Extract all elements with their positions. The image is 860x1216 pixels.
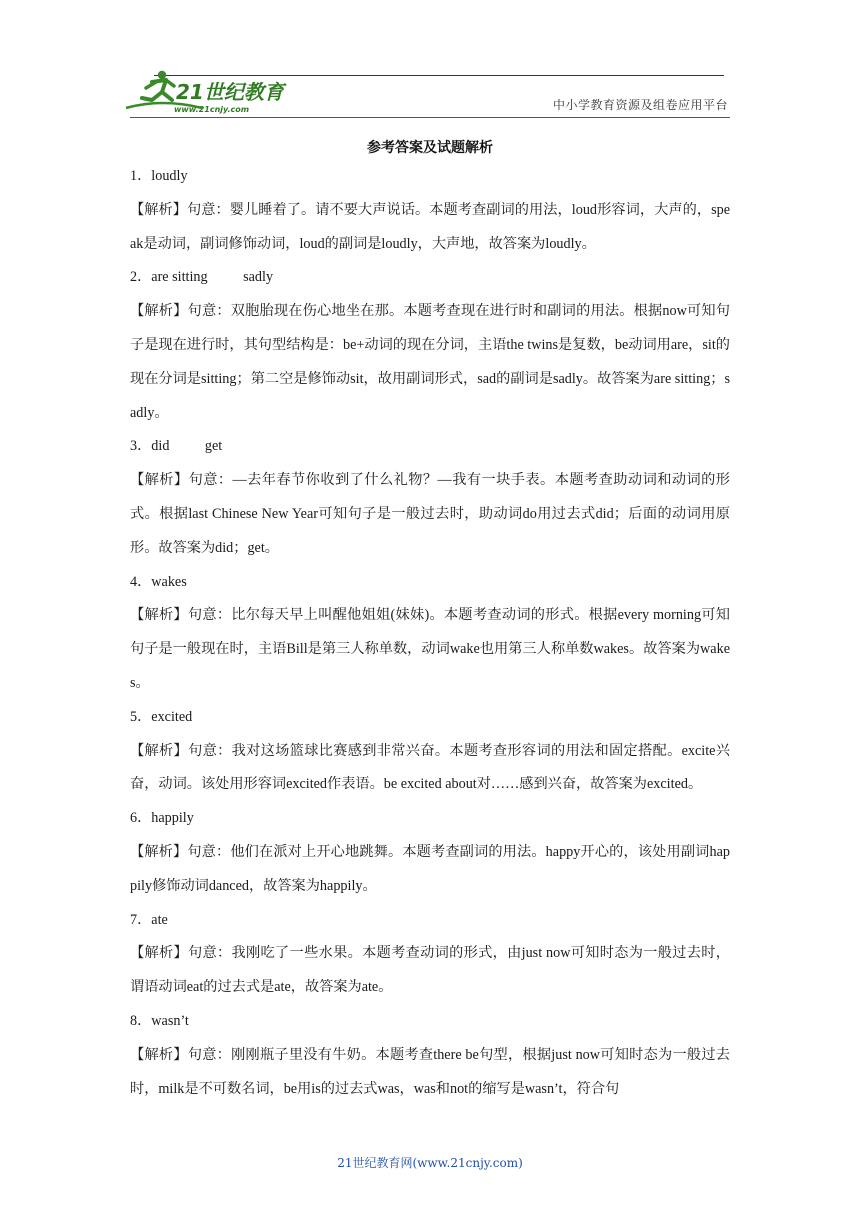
answer-line: 3．did get: [130, 438, 223, 455]
header-rule-bottom: [130, 117, 730, 118]
answer-line: 1．loudly: [130, 168, 188, 184]
brand-logo: [122, 68, 292, 116]
answer-line: 5．excited: [130, 708, 193, 725]
answer-item: [130, 261, 730, 430]
answer-line: 2．are sitting sadly: [130, 269, 274, 286]
answer-item: [130, 160, 730, 261]
analysis-paragraph: 【解析】句意：婴儿睡着了。请不要大声说话。本题考查副词的用法，loud形容词，大声的，speak是动词，副词修饰动词，loud的副词是loudly，大声地，故答案为loudly。: [130, 201, 730, 252]
analysis-paragraph: 【解析】句意：比尔每天早上叫醒他姐姐(妹妹)。本题考查动词的形式。根据every morning可知句子是一般现在时，主语Bill是第三人称单数，动词wake也用第三人称单数wakes。故答案为wakes。: [130, 607, 730, 691]
answer-item: [130, 566, 730, 701]
answer-item: [130, 430, 730, 565]
answer-item: [130, 1005, 730, 1106]
answer-line: 8．wasn’t: [130, 1012, 189, 1029]
answer-line: 6．happily: [130, 810, 194, 827]
analysis-paragraph: 【解析】句意：刚刚瓶子里没有牛奶。本题考查there be句型，根据just now可知时态为一般过去时，milk是不可数名词，be用is的过去式was，was和not的缩写是wasn’t，符合句: [130, 1046, 730, 1097]
analysis-paragraph: 【解析】句意：他们在派对上开心地跳舞。本题考查副词的用法。happy开心的，该处用副词happily修饰动词danced，故答案为happily。: [130, 843, 730, 894]
answer-item: [130, 904, 730, 1005]
answer-line: 4．wakes: [130, 573, 187, 590]
document-title: 参考答案及试题解析: [367, 140, 493, 156]
answer-item: [130, 802, 730, 903]
svg-text:www.21cnjy.com: www.21cnjy.com: [174, 105, 250, 114]
page-header: [122, 66, 730, 120]
analysis-paragraph: 【解析】句意：我刚吃了一些水果。本题考查动词的形式，由just now可知时态为一般过去时，谓语动词eat的过去式是ate，故答案为ate。: [130, 945, 730, 996]
analysis-paragraph: 【解析】句意：双胞胎现在伤心地坐在那。本题考查现在进行时和副词的用法。根据now可知句子是现在进行时，其句型结构是：be+动词的现在分词，主语the twins是复数，be动词用are，sit的现在分词是sitting；第二空是修饰动sit，故用副词形式，sad的副词是sadly。故答案为are sitting；sadly。: [130, 303, 730, 421]
page-footer[interactable]: 21世纪教育网(www.21cnjy.com): [337, 1156, 523, 1170]
answer-list: [130, 160, 730, 1106]
svg-text:21世纪教育: 21世纪教育: [176, 80, 284, 104]
analysis-paragraph: 【解析】句意：我对这场篮球比赛感到非常兴奋。本题考查形容词的用法和固定搭配。excite兴奋，动词。该处用形容词excited作表语。be excited about对……感到兴奋，故答案为excited。: [130, 742, 730, 793]
header-tagline: 中小学教育资源及组卷应用平台: [552, 98, 728, 112]
analysis-paragraph: 【解析】句意：—去年春节你收到了什么礼物？—我有一块手表。本题考查助动词和动词的形式。根据last Chinese New Year可知句子是一般过去时，助动词do用过去式did；后面的动词用原形。故答案为did；get。: [130, 472, 730, 556]
answer-item: [130, 701, 730, 802]
answer-line: 7．ate: [130, 911, 168, 928]
